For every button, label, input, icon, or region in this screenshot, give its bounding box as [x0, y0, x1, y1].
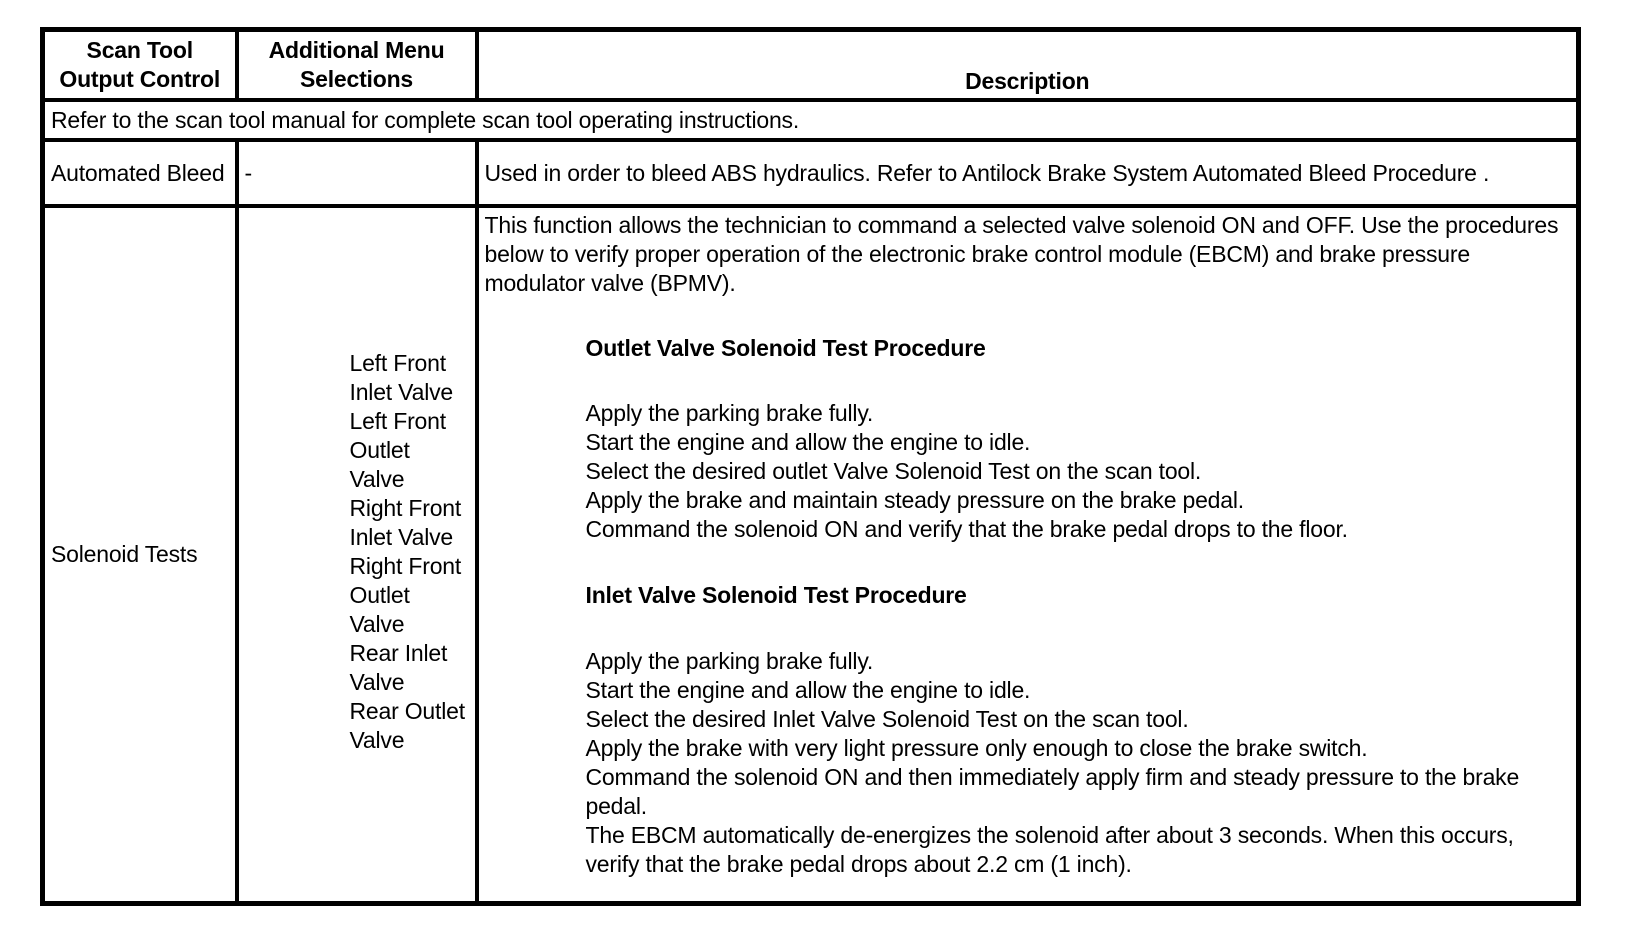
header-description: Description [477, 30, 1579, 101]
table-header-row [43, 30, 1579, 101]
list-item: Valve [349, 610, 405, 637]
inlet-valve-procedure [586, 581, 1571, 879]
inlet-procedure-title: Inlet Valve Solenoid Test Procedure [585, 582, 967, 608]
list-item: The EBCM automatically de-energizes the solenoid after about 3 seconds. When this occurs, verify that the brake pedal drops about 2.2 cm (1 inch). [585, 822, 1514, 877]
list-item: Inlet Valve [349, 378, 453, 405]
header-scan-tool-output-control [43, 30, 237, 101]
header-col2-line1: Additional Menu [268, 37, 445, 63]
solenoid-tests-intro: This function allows the technician to command a selected valve solenoid ON and OFF. Use the procedures below to verify proper operation of the electronic brake control module (EBCM) and brake pressure modulator valve (BPMV). [484, 212, 1559, 296]
table-note-row [43, 100, 1579, 140]
list-item: Left Front [349, 407, 446, 434]
list-item: Inlet Valve [349, 523, 453, 550]
list-item: Select the desired outlet Valve Solenoid Test on the scan tool. [585, 458, 1202, 484]
outlet-valve-procedure [586, 334, 1571, 544]
list-item: Outlet [349, 581, 410, 608]
header-additional-menu-selections [237, 30, 477, 101]
output-control-table [40, 27, 1581, 906]
output-control-solenoid-tests: Solenoid Tests [43, 206, 237, 904]
header-col1-line1: Scan Tool [86, 37, 193, 63]
table-row [43, 140, 1579, 206]
list-item: Valve [349, 465, 405, 492]
list-item: Rear Inlet [349, 639, 448, 666]
list-item: Rear Outlet [349, 697, 465, 724]
selections-solenoid-tests [237, 206, 477, 904]
list-item: Start the engine and allow the engine to idle. [585, 429, 1031, 455]
description-solenoid-tests [477, 206, 1579, 904]
list-item: Apply the parking brake fully. [585, 400, 874, 426]
list-item: Right Front [349, 494, 462, 521]
list-item: Valve [349, 726, 405, 753]
outlet-procedure-steps [586, 399, 1571, 544]
output-control-automated-bleed: Automated Bleed [43, 140, 237, 206]
list-item: Apply the parking brake fully. [585, 648, 874, 674]
list-item: Command the solenoid ON and then immediately apply firm and steady pressure to the brake pedal. [585, 764, 1520, 819]
list-item: Outlet [349, 436, 410, 463]
table-row [43, 206, 1579, 904]
selections-automated-bleed: - [237, 140, 477, 206]
header-col1-line2: Output Control [59, 66, 221, 92]
solenoid-selection-list [350, 349, 480, 755]
description-automated-bleed: Used in order to bleed ABS hydraulics. Refer to Antilock Brake System Automated Bleed Procedure . [477, 140, 1579, 206]
outlet-procedure-title: Outlet Valve Solenoid Test Procedure [585, 335, 986, 361]
list-item: Select the desired Inlet Valve Solenoid Test on the scan tool. [585, 706, 1189, 732]
list-item: Valve [349, 668, 405, 695]
list-item: Apply the brake and maintain steady pressure on the brake pedal. [585, 487, 1244, 513]
list-item: Command the solenoid ON and verify that the brake pedal drops to the floor. [585, 516, 1348, 542]
list-item: Right Front [349, 552, 462, 579]
list-item: Start the engine and allow the engine to idle. [585, 677, 1031, 703]
inlet-procedure-steps [586, 647, 1571, 879]
scan-tool-manual-note: Refer to the scan tool manual for complete scan tool operating instructions. [43, 100, 1579, 140]
header-col2-line2: Selections [299, 66, 414, 92]
list-item: Apply the brake with very light pressure only enough to close the brake switch. [585, 735, 1368, 761]
list-item: Left Front [349, 349, 446, 376]
